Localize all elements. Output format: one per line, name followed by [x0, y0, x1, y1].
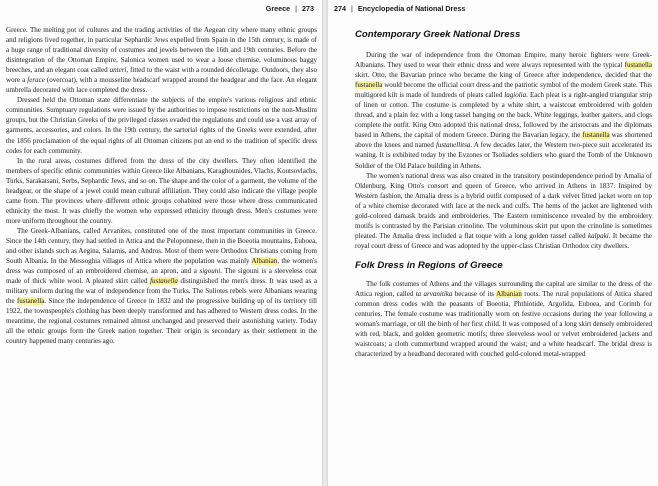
right-page [328, 0, 658, 486]
highlighted-term: fustanella [582, 131, 610, 140]
italic-term: kalpaki [588, 231, 609, 240]
paragraph: The Greek-Albanians, called Arvanites, constituted one of the most important communities in Greece. Since the 14th century, they had settled in Attica and the Peloponnese, then in the Boeotia mountains, Euboea, and other islands such as Aegina, Salamis, and Andros. Most of them were Orthodox Christians coming from South Albania. In the Messoghia villages of Attica where the population was mainly Albanian, the women's dress was composed of an embroidered chemise, an apron, and a sigouni. The sigouni is a sleeveless coat made of thick white wool. A pleated skirt called fustanella distinguished the men's dress. It was used as a military uniform during the war of independence from the Turks. The Suliotes rebels were Albanians wearing the fustanella. Since the independence of Greece in 1832 and the progressive building up of its territory till 1922, the townspeople's clothing has been deeply transformed and has adhered to Western dress codes. In the meantime, the regional costumes remained almost unchanged and preserved their astonishing variety. Today all the ethnic groups form the Greek nation together. Their origin is secondary as their settlement in the country happened many centuries ago. [6, 226, 317, 346]
italic-term: anteri [109, 66, 127, 75]
left-page [0, 0, 322, 486]
section-heading-folk: Folk Dress in Regions of Greece [355, 259, 503, 271]
section-heading-contemporary: Contemporary Greek National Dress [355, 29, 521, 40]
paragraph: Dressed held the Ottoman state differentiate the subjects of the empire's various religious and ethnic communities. Sumptuary regulations were issued by the authorities to impose restrictions on the non-Muslim groups, but the Christian Greeks of the privileged classes evaded the regulations and could use a vast array of garments, accessories, and colors. In the 19th century, the sartorial rights of the Greeks were extended, after the 1856 proclamation of the equal rights of all Ottoman citizens put an end to the tradition of specific dress codes for each community. [6, 96, 317, 155]
highlighted-term: fustanella [624, 61, 652, 70]
left-body-text [6, 25, 317, 347]
right-running-head: 274 | Encyclopedia of National Dress [334, 3, 466, 13]
paragraph: Greece. The melting pot of cultures and the trading activities of the Aegean city where many ethnic groups and religions lived together, in particular Sephardic Jews expelled from Spain in the 15th century, is made of a huge range of traditional diversity of costumes and jewels between the 16th and 19th centuries. Before the disintegration of the Ottoman Empire, Salonica women used to wear a loose chemise, voluminous baggy breeches, and an elegant coat called anteri, fitted to the waist with a rounded décolletage. Outdoors, they also wore a ferace (overcoat), with a mousseline headscarf wrapped around the headgear and the face. An elegant umbrella decorated with lace completed the dress. [6, 26, 317, 95]
italic-term: lagiolia [504, 91, 527, 100]
left-page-number: 273 [302, 3, 314, 13]
right-page-number: 274 [334, 3, 346, 13]
italic-term: fustanella [150, 277, 178, 286]
section1-body [355, 50, 652, 251]
highlighted-term: fustanella [355, 81, 383, 90]
italic-term: ferace [27, 76, 45, 85]
paragraph: The folk costumes of Athens and the villages surrounding the capital are similar to the dress of the Attica region, called ta arvanitika because of its Albanian roots. The rural populations of Attica shared common dress codes with the peasants of Boeotia, Phthiotide, Argolida, Euboea, and Corinth for centuries. The female costume was traditionally worn on festive occasions during the year following a woman's marriage, or till the birth of her first child. It was composed of a long skirt densely embroidered with red, black, and golden geometric motifs; three sleeveless wool or velvet embroidered jackets and waistcoats; a cloth cummerbund wrapped around the waist; and a white headscarf. The bridal dress is characterized by a headband decorated with couched gold-colored metal-wrapped [355, 279, 652, 359]
paragraph: The women's national dress was also created in the transitory postindependence period by Amalia of Oldenburg, King Otto's consort and queen of Greece, who arrived in Athens in 1837. Inspired by Western fashion, the Amalia dress is a hybrid outfit composed of a dark velvet fitted jacket worn on top of a white chemise decorated with lace at the neck and cuffs. The hems of the jacket are lightened with gold-colored damask braids and embroideries. The Eastern reminiscence revealed by the embroidery motifs is contrasted by the Parisian crinoline. The voluminous skirt put upon the crinoline is sometimes pleated. The Amalia dress included a flat toque with a long golden tassel called kalpaki. It became the royal court dress of Greece and was adopted by the upper-class Christian Orthodox city dwellers. [355, 171, 652, 250]
italic-term: fustanellitsa [435, 141, 471, 150]
right-body-text [355, 50, 652, 359]
highlighted-term: fustanella [16, 297, 45, 306]
paragraph: In the rural areas, costumes differed from the dress of the city dwellers. They often identified the members of specific ethnic communities within Greece like Albanians, Karaghounides, Vlachs, Koutsovlachs, Turks, Sarakatsani, Serbs, Sephardic Jews, and so on. The shape and the color of a garment, the volume of the headgear, or the shape of a jewel could mean cultural affiliation. They could also indicate the village people came from. The provinces where different ethnic groups cohabited were those where dress communicated ethnicity the most. It was chiefly the women who expressed ethnicity through dress. Men's costumes were more uniform throughout the country. [6, 156, 317, 225]
left-running-head: Greece | 273 [265, 3, 314, 13]
highlighted-term: Albanian [496, 289, 522, 298]
italic-term: sigouni [199, 267, 221, 276]
book-title: Encyclopedia of National Dress [357, 3, 466, 13]
paragraph: During the war of independence from the Ottoman Empire, many heroic fighters were Greek-Albanians. They used to wear their ethnic dress and were always represented with the typical fustanella skirt. Otto, the Bavarian prince who became the king of Greece after independence, decided that the fustanella would become the official court dress and the patriotic symbol of the modern Greek state. This multigored kilt is made of hundreds of pleats called lagiolia. Each pleat is a right-angled triangular strip of linen or cotton. The costume is completed by a white shirt, a waistcoat embroidered with golden thread, and a plain fez with a long tassel hanging on the back. White leggings, leather gaiters, and clogs complete the outfit. King Otto adopted this national dress, followed by the aristocrats and the diplomats based in Athens, the capital of modern Greece. During the Bavarian legacy, the fustanella was shortened above the knees and named fustanellitsa. A few decades later, the Western two-piece suit accelerated its waning. It is exhibited today by the Evzones or Tsoliades soldiers who guard the Tomb of the Unknown Soldier of the Old Palace building in Athens. [355, 51, 653, 170]
left-section-name: Greece [265, 3, 291, 13]
highlighted-term: Albanian [251, 257, 278, 266]
section2-body [355, 279, 652, 359]
italic-term: ta arvanitika [415, 289, 453, 298]
